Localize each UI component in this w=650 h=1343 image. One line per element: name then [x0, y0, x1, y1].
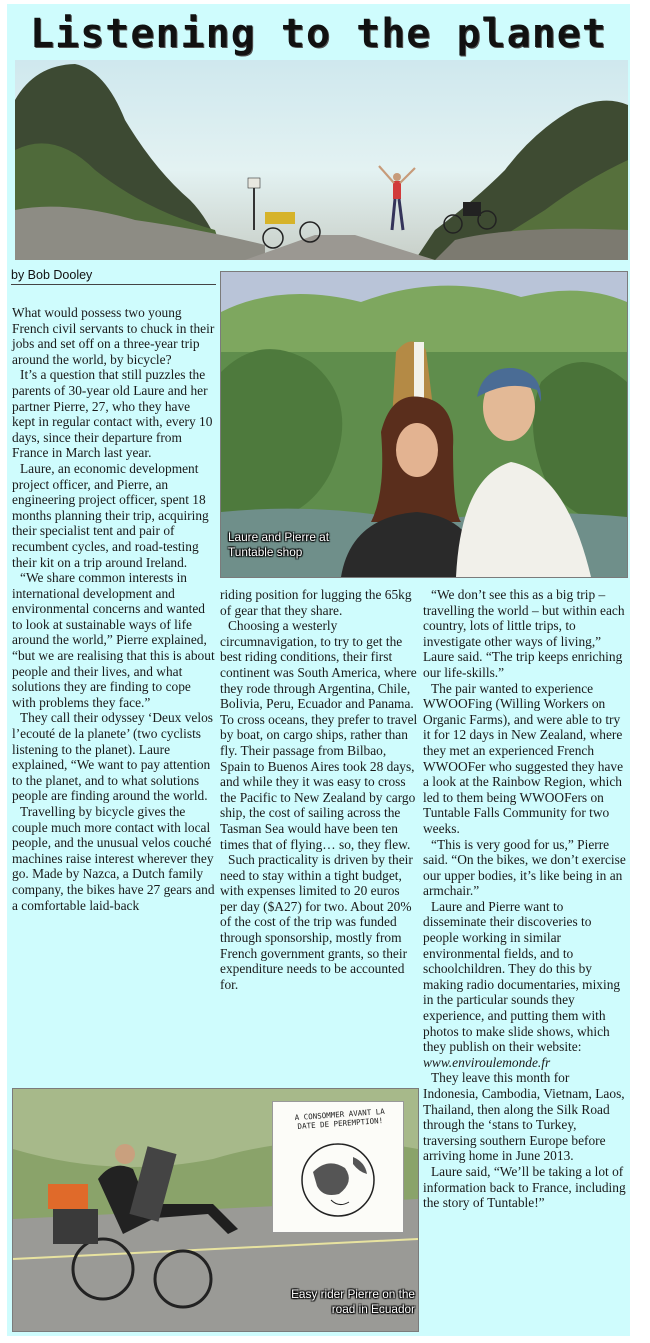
hero-photo [15, 60, 628, 260]
paragraph: The pair wanted to experience WWOOFing (Willing Workers on Organic Farms), and were able to try it for 12 days in New Zealand, where they met an experienced French WWOOFer who suggested they have a look at the Rainbow Region, which led to them being WWOOFers on Tuntable Falls Community for two weeks. [423, 680, 624, 836]
doodle-caption: A CONSOMMER AVANT LA DATE DE PEREMPTION! [294, 1106, 386, 1131]
doodle-earth-cartoon [272, 1101, 404, 1233]
paragraph: Laure said, “We’ll be taking a lot of information back to France, including the story of Tuntable!” [423, 1163, 626, 1211]
paragraph-text: Laure and Pierre want to disseminate their discoveries to people working in similar environmental fields, and to schoolchildren. They do this by making radio documentaries, mixing in the particular sounds they experience, and putting them with photos to make slide shows, which they publish on their website: [423, 898, 621, 1055]
paragraph: They leave this month for Indonesia, Cambodia, Vietnam, Laos, Thailand, then along the Silk Road through the ‘stans to Turkey, traversing southern Europe before arriving home in June 2013. [423, 1070, 625, 1164]
earth-drawing [273, 1102, 403, 1232]
paragraph: “We share common interests in international development and environmental concerns and wanted to look at sustainable ways of life around the world,” Pierre explained, “but we are realising that this is about people and their lives, and what solutions they are finding to cope with problems they face.” [12, 570, 215, 710]
headline: Listening to the planet [30, 11, 607, 57]
caption-rider: Easy rider Pierre on the road in Ecuador [291, 1287, 415, 1316]
paragraph: Such practicality is driven by their need to stay within a tight budget, with expenses limited to 20 euros per day ($A27) for two. About 20% of the cost of the trip was funded through sponsorship, mostly from French government grants, so their expenditure needs to be accounted for. [220, 852, 413, 992]
byline: by Bob Dooley [11, 268, 216, 285]
hero-mountain-scene [15, 60, 628, 260]
paragraph: What would possess two young French civil servants to chuck in their jobs and set off on a three-year trip around the world, by bicycle? [12, 305, 215, 367]
paragraph: riding position for lugging the 65kg of gear that they share. [220, 587, 412, 618]
paragraph: “We don’t see this as a big trip – travelling the world – but within each country, lots of little trips, to investigate other ways of living,” Laure said. “The trip keeps enriching our life-skills.” [423, 587, 625, 680]
article-column-1 [12, 305, 215, 913]
website-link[interactable]: www.enviroulemonde.fr [423, 1054, 551, 1070]
paragraph [423, 899, 626, 1071]
paragraph: It’s a question that still puzzles the parents of 30-year old Laure and her partner Pierre, 27, who they have kept in regular contact with, every 10 days, since their departure from France in March last year. [12, 367, 213, 461]
caption-shop: Laure and Pierre at Tuntable shop [228, 530, 329, 559]
paragraph: Travelling by bicycle gives the couple much more contact with local people, and the unusual velos couché machines raise interest wherever they go. Made by Nazca, a Dutch family company, the bikes have 27 gears and a comfortable laid-back [12, 804, 215, 913]
paragraph: They call their odyssey ‘Deux velos l’ecouté de la planete’ (two cyclists listening to the planet). Laure explained, “We want to pay attention to the planet, and to what solutions people are finding around the world. [12, 710, 213, 804]
paragraph: Choosing a westerly circumnavigation, to try to get the best riding conditions, their first continent was South America, where they rode through Argentina, Chile, Bolivia, Peru, Ecuador and Panama. To cross oceans, they prefer to travel by boat, on cargo ships, rather than fly. Their passage from Bilbao, Spain to Buenos Aires took 28 days, and while they it was easy to cross the Pacific to New Zealand by cargo ship, the cost of sailing across the Tasman Sea would have been ten times that of flying… so, they flew. [220, 618, 418, 852]
article-column-2 [220, 587, 418, 992]
article-page [7, 4, 630, 1336]
photo-laure-pierre-shop [220, 271, 628, 578]
article-column-3 [423, 587, 626, 1211]
paragraph: “This is very good for us,” Pierre said. “On the bikes, we don’t exercise our upper bodies, it’s like being in an armchair.” [423, 836, 626, 899]
paragraph: Laure, an economic development project officer, and Pierre, an engineering project officer, spent 18 months planning their trip, acquiring their specialist tent and pair of recumbent cycles, and road-testing their kit on a trip around Ireland. [12, 460, 209, 570]
photo-pierre-ecuador [12, 1088, 419, 1332]
